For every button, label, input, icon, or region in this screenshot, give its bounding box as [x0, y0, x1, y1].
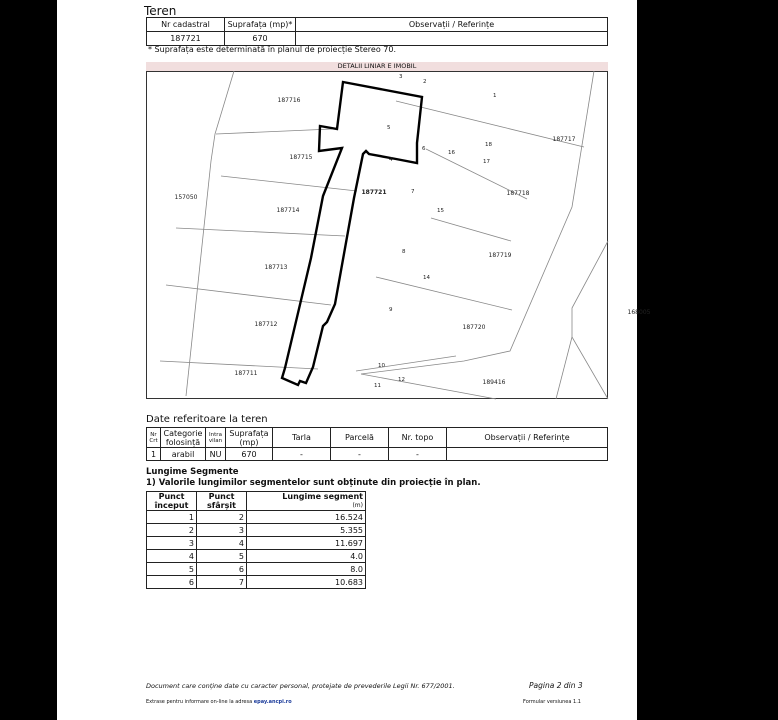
header-intravilan: Intra vilan: [206, 428, 226, 448]
footer-site-link[interactable]: epay.ancpi.ro: [253, 699, 292, 705]
vertex-label: 3: [399, 74, 403, 80]
segment-row: [147, 576, 366, 589]
ref-title: Date referitoare la teren: [146, 414, 268, 425]
plan-header: DETALII LINIAR E IMOBIL: [146, 62, 608, 71]
parcel-label: 168005: [627, 309, 651, 316]
segment-length: 16.524: [247, 511, 366, 524]
parcel-plan: [146, 71, 651, 399]
header-nr-cadastral: Nr cadastral: [147, 18, 225, 32]
parcel-label: 187717: [552, 136, 576, 143]
footer-extract-text: Extrase pentru informare on-line la adresa: [146, 699, 253, 705]
parcel-label: 187718: [506, 190, 530, 197]
cell-categorie: arabil: [161, 448, 206, 461]
segment-row: [147, 563, 366, 576]
header-nr-crt: Nr Crt: [147, 428, 161, 448]
segments-title: Lungime Segmente: [146, 467, 239, 477]
parcel-label: 187719: [488, 252, 512, 259]
parcel-label: 187716: [277, 97, 301, 104]
cell-nr-topo: -: [389, 448, 447, 461]
footer-extract: [146, 699, 292, 705]
segment-end: 6: [197, 563, 247, 576]
segment-length: 4.0: [247, 550, 366, 563]
neighbor-boundaries: [160, 71, 608, 399]
footer-disclaimer: Document care conține date cu caracter personal, protejate de prevederile Legii Nr. 677/2001.: [146, 682, 455, 690]
segment-length: 5.355: [247, 524, 366, 537]
parcel-label: 187711: [234, 370, 258, 377]
document-page: [57, 0, 651, 720]
segment-length: 11.697: [247, 537, 366, 550]
parcel-label: 187713: [264, 264, 288, 271]
header-punct-sfarsit: Punct sfârșit: [197, 492, 247, 511]
segments-body: [147, 511, 366, 589]
section-title: Teren: [144, 4, 177, 18]
segment-row: [147, 537, 366, 550]
segment-end: 3: [197, 524, 247, 537]
footer-page: Pagina 2 din 3: [529, 681, 583, 690]
vertex-label: 5: [387, 125, 391, 131]
segment-length: 8.0: [247, 563, 366, 576]
vertex-label: 6: [422, 146, 426, 152]
teren-table: [146, 17, 608, 46]
vertex-label: 11: [374, 383, 381, 389]
parcel-label: 187720: [462, 324, 486, 331]
vertex-label: 4: [389, 157, 393, 163]
segment-end: 5: [197, 550, 247, 563]
cell-observatii: [296, 32, 608, 46]
vertex-label: 8: [402, 249, 406, 255]
segment-end: 2: [197, 511, 247, 524]
cell-nr-cadastral: 187721: [147, 32, 225, 46]
vertex-label: 1: [493, 93, 497, 99]
parcel-label: 187714: [276, 207, 300, 214]
plan-frame: [147, 72, 608, 399]
header-suprafata: Suprafața (mp)*: [225, 18, 296, 32]
vertex-label: 16: [448, 150, 455, 156]
ref-table: [146, 427, 608, 461]
header-lungime: Lungime segment: [282, 492, 363, 501]
segment-start: 6: [147, 576, 197, 589]
segment-row: [147, 511, 366, 524]
segment-end: 4: [197, 537, 247, 550]
vertex-label: 15: [437, 208, 444, 214]
cell-observatii: [447, 448, 608, 461]
header-observatii: Observații / Referințe: [296, 18, 608, 32]
header-tarla: Tarla: [273, 428, 331, 448]
parcel-boundary: [282, 82, 422, 385]
parcel-label: 189416: [482, 379, 506, 386]
cell-parcela: -: [331, 448, 389, 461]
teren-note: * Suprafața este determinată în planul de proiecție Stereo 70.: [148, 45, 397, 54]
segment-start: 5: [147, 563, 197, 576]
parcel-label: 187712: [254, 321, 278, 328]
vertex-label: 12: [398, 377, 405, 383]
header-categorie: Categorie folosință: [161, 428, 206, 448]
vertex-label: 2: [423, 79, 427, 85]
cell-intravilan: NU: [206, 448, 226, 461]
vertex-label: 10: [378, 363, 385, 369]
segments-note: 1) Valorile lungimilor segmentelor sunt obținute din proiecție în plan.: [146, 478, 481, 488]
segment-start: 1: [147, 511, 197, 524]
header-observatii: Observații / Referințe: [447, 428, 608, 448]
header-nr-topo: Nr. topo: [389, 428, 447, 448]
segment-length: 10.683: [247, 576, 366, 589]
cell-suprafata: 670: [225, 32, 296, 46]
cell-tarla: -: [273, 448, 331, 461]
parcel-label: 187715: [289, 154, 313, 161]
segments-table: [146, 491, 366, 589]
segment-end: 7: [197, 576, 247, 589]
segment-start: 4: [147, 550, 197, 563]
header-punct-inceput: Punct început: [147, 492, 197, 511]
vertex-label: 7: [411, 189, 415, 195]
footer-version: Formular versiunea 1.1: [523, 699, 581, 705]
vertex-label: 17: [483, 159, 490, 165]
vertex-label: 14: [423, 275, 430, 281]
parcel-label: 187721: [361, 189, 387, 196]
cell-nr-crt: 1: [147, 448, 161, 461]
vertex-label: 9: [389, 307, 393, 313]
segment-start: 2: [147, 524, 197, 537]
cell-suprafata: 670: [226, 448, 273, 461]
parcel-label: 157050: [174, 194, 198, 201]
segment-row: [147, 524, 366, 537]
segment-start: 3: [147, 537, 197, 550]
vertex-label: 18: [485, 142, 492, 148]
header-unit: (m): [352, 502, 363, 509]
segment-row: [147, 550, 366, 563]
header-suprafata: Suprafața (mp): [226, 428, 273, 448]
header-parcela: Parcelă: [331, 428, 389, 448]
